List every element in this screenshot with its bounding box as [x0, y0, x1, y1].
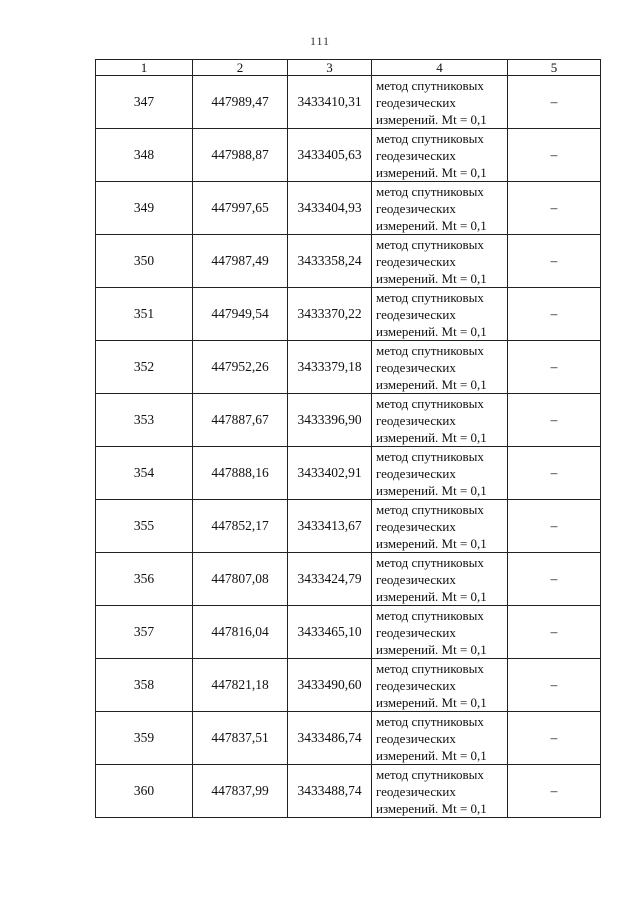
note-cell: –	[508, 606, 601, 659]
method-line-3: измерений. Mt = 0,1	[376, 694, 487, 710]
y-coordinate-cell: 3433465,10	[288, 606, 372, 659]
method-line-1: метод спутниковых	[376, 766, 484, 782]
header-cell-1: 1	[96, 60, 193, 76]
y-coordinate-cell: 3433486,74	[288, 712, 372, 765]
note-cell: –	[508, 76, 601, 129]
note-cell: –	[508, 129, 601, 182]
y-coordinate-cell: 3433413,67	[288, 500, 372, 553]
header-cell-2: 2	[193, 60, 288, 76]
method-line-3: измерений. Mt = 0,1	[376, 641, 487, 657]
method-line-2: геодезических	[376, 783, 456, 799]
point-number-cell: 349	[96, 182, 193, 235]
table-header	[96, 60, 601, 76]
x-coordinate-cell: 447837,51	[193, 712, 288, 765]
method-line-3: измерений. Mt = 0,1	[376, 270, 487, 286]
method-line-1: метод спутниковых	[376, 660, 484, 676]
table-row	[96, 659, 601, 712]
table-row	[96, 288, 601, 341]
table-row	[96, 765, 601, 818]
method-cell	[372, 606, 508, 659]
x-coordinate-cell: 447852,17	[193, 500, 288, 553]
y-coordinate-cell: 3433488,74	[288, 765, 372, 818]
method-line-2: геодезических	[376, 200, 456, 216]
point-number-cell: 351	[96, 288, 193, 341]
header-cell-4: 4	[372, 60, 508, 76]
table-row	[96, 553, 601, 606]
note-cell: –	[508, 447, 601, 500]
note-cell: –	[508, 553, 601, 606]
method-cell	[372, 500, 508, 553]
x-coordinate-cell: 447997,65	[193, 182, 288, 235]
method-line-3: измерений. Mt = 0,1	[376, 482, 487, 498]
x-coordinate-cell: 447988,87	[193, 129, 288, 182]
x-coordinate-cell: 447887,67	[193, 394, 288, 447]
method-line-3: измерений. Mt = 0,1	[376, 323, 487, 339]
point-number-cell: 347	[96, 76, 193, 129]
point-number-cell: 353	[96, 394, 193, 447]
method-line-3: измерений. Mt = 0,1	[376, 588, 487, 604]
x-coordinate-cell: 447816,04	[193, 606, 288, 659]
method-line-1: метод спутниковых	[376, 289, 484, 305]
method-line-1: метод спутниковых	[376, 183, 484, 199]
method-cell	[372, 76, 508, 129]
method-line-1: метод спутниковых	[376, 501, 484, 517]
method-cell	[372, 235, 508, 288]
x-coordinate-cell: 447807,08	[193, 553, 288, 606]
method-line-2: геодезических	[376, 253, 456, 269]
method-cell	[372, 394, 508, 447]
method-line-2: геодезических	[376, 730, 456, 746]
method-line-2: геодезических	[376, 571, 456, 587]
method-line-2: геодезических	[376, 147, 456, 163]
method-line-3: измерений. Mt = 0,1	[376, 164, 487, 180]
table-row	[96, 341, 601, 394]
table-row	[96, 712, 601, 765]
method-cell	[372, 182, 508, 235]
method-line-3: измерений. Mt = 0,1	[376, 217, 487, 233]
point-number-cell: 352	[96, 341, 193, 394]
header-cell-5: 5	[508, 60, 601, 76]
method-cell	[372, 129, 508, 182]
method-cell	[372, 553, 508, 606]
note-cell: –	[508, 288, 601, 341]
point-number-cell: 350	[96, 235, 193, 288]
point-number-cell: 358	[96, 659, 193, 712]
method-line-3: измерений. Mt = 0,1	[376, 111, 487, 127]
method-line-1: метод спутниковых	[376, 236, 484, 252]
note-cell: –	[508, 659, 601, 712]
method-cell	[372, 712, 508, 765]
note-cell: –	[508, 341, 601, 394]
point-number-cell: 359	[96, 712, 193, 765]
table-row	[96, 235, 601, 288]
x-coordinate-cell: 447949,54	[193, 288, 288, 341]
method-line-2: геодезических	[376, 465, 456, 481]
table-row	[96, 394, 601, 447]
method-cell	[372, 341, 508, 394]
point-number-cell: 360	[96, 765, 193, 818]
point-number-cell: 354	[96, 447, 193, 500]
table-row	[96, 182, 601, 235]
y-coordinate-cell: 3433396,90	[288, 394, 372, 447]
y-coordinate-cell: 3433358,24	[288, 235, 372, 288]
point-number-cell: 348	[96, 129, 193, 182]
method-line-1: метод спутниковых	[376, 77, 484, 93]
method-line-1: метод спутниковых	[376, 130, 484, 146]
y-coordinate-cell: 3433379,18	[288, 341, 372, 394]
note-cell: –	[508, 235, 601, 288]
method-line-2: геодезических	[376, 412, 456, 428]
method-cell	[372, 765, 508, 818]
x-coordinate-cell: 447888,16	[193, 447, 288, 500]
method-cell	[372, 659, 508, 712]
method-line-1: метод спутниковых	[376, 395, 484, 411]
x-coordinate-cell: 447821,18	[193, 659, 288, 712]
y-coordinate-cell: 3433490,60	[288, 659, 372, 712]
table-body	[96, 76, 601, 818]
x-coordinate-cell: 447837,99	[193, 765, 288, 818]
table-row	[96, 606, 601, 659]
table-row	[96, 500, 601, 553]
header-cell-3: 3	[288, 60, 372, 76]
x-coordinate-cell: 447952,26	[193, 341, 288, 394]
point-number-cell: 357	[96, 606, 193, 659]
method-cell	[372, 288, 508, 341]
method-line-1: метод спутниковых	[376, 342, 484, 358]
point-number-cell: 355	[96, 500, 193, 553]
table-row	[96, 129, 601, 182]
method-cell	[372, 447, 508, 500]
method-line-2: геодезических	[376, 624, 456, 640]
note-cell: –	[508, 500, 601, 553]
note-cell: –	[508, 712, 601, 765]
x-coordinate-cell: 447987,49	[193, 235, 288, 288]
note-cell: –	[508, 765, 601, 818]
y-coordinate-cell: 3433402,91	[288, 447, 372, 500]
y-coordinate-cell: 3433370,22	[288, 288, 372, 341]
method-line-3: измерений. Mt = 0,1	[376, 747, 487, 763]
method-line-2: геодезических	[376, 518, 456, 534]
x-coordinate-cell: 447989,47	[193, 76, 288, 129]
y-coordinate-cell: 3433404,93	[288, 182, 372, 235]
method-line-1: метод спутниковых	[376, 554, 484, 570]
method-line-1: метод спутниковых	[376, 713, 484, 729]
table-row	[96, 447, 601, 500]
note-cell: –	[508, 394, 601, 447]
method-line-3: измерений. Mt = 0,1	[376, 800, 487, 816]
method-line-3: измерений. Mt = 0,1	[376, 376, 487, 392]
method-line-1: метод спутниковых	[376, 607, 484, 623]
method-line-2: геодезических	[376, 677, 456, 693]
method-line-3: измерений. Mt = 0,1	[376, 429, 487, 445]
table-row	[96, 76, 601, 129]
y-coordinate-cell: 3433405,63	[288, 129, 372, 182]
note-cell: –	[508, 182, 601, 235]
method-line-3: измерений. Mt = 0,1	[376, 535, 487, 551]
method-line-2: геодезических	[376, 94, 456, 110]
coordinates-table	[95, 59, 601, 818]
y-coordinate-cell: 3433410,31	[288, 76, 372, 129]
method-line-2: геодезических	[376, 359, 456, 375]
header-row	[96, 60, 601, 76]
page-number: 111	[309, 34, 331, 48]
y-coordinate-cell: 3433424,79	[288, 553, 372, 606]
method-line-2: геодезических	[376, 306, 456, 322]
method-line-1: метод спутниковых	[376, 448, 484, 464]
point-number-cell: 356	[96, 553, 193, 606]
